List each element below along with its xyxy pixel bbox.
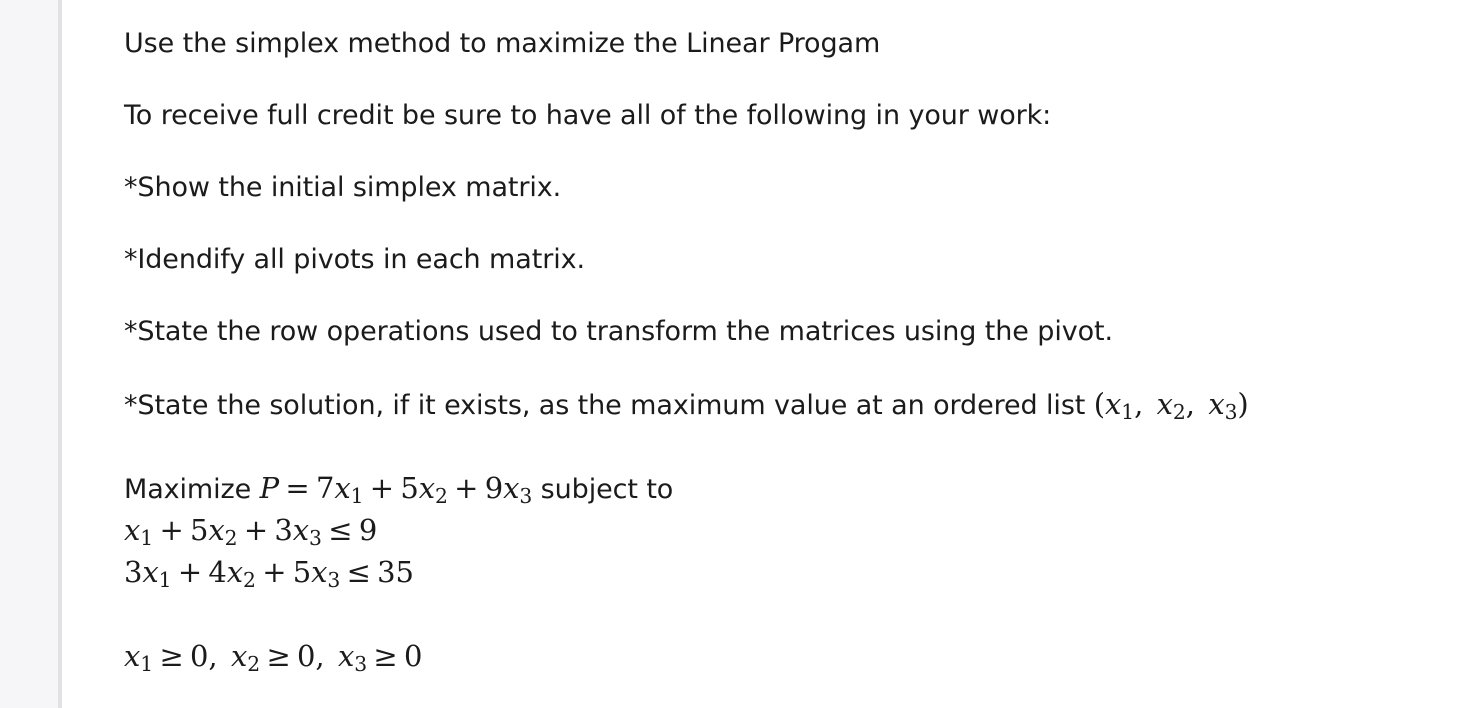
requirement-pivots: *Idendify all pivots in each matrix.	[124, 244, 585, 275]
objective-suffix: subject to	[540, 474, 674, 505]
ordered-list-math: ($x_1$, $x_2$, $x_3$)	[1093, 387, 1249, 425]
nonnegativity-constraints: $x_1 \ge 0$, $x_2 \ge 0$, $x_3 \ge 0$	[124, 639, 423, 677]
constraint-1: $x_1 + 5x_2 + 3x_3 \le 9$	[124, 513, 378, 551]
requirement-initial-matrix: *Show the initial simplex matrix.	[124, 172, 562, 203]
question-content	[124, 0, 1444, 708]
left-divider	[58, 0, 62, 708]
constraint-2: $3x_1 + 4x_2 + 5x_3 \le 35$	[124, 555, 414, 593]
objective-prefix: Maximize	[124, 474, 252, 505]
requirement-solution-text: *State the solution, if it exists, as the maximum value at an ordered list	[124, 390, 1086, 421]
objective-function: $P = 7x_1 + 5x_2 + 9x_3$	[259, 471, 533, 509]
instructions-intro: To receive full credit be sure to have all of the following in your work:	[124, 100, 1052, 131]
requirement-row-operations: *State the row operations used to transform the matrices using the pivot.	[124, 316, 1114, 347]
question-title: Use the simplex method to maximize the Linear Progam	[124, 28, 881, 59]
left-gutter	[0, 0, 58, 708]
objective-line	[124, 471, 673, 507]
requirement-solution	[124, 387, 1249, 423]
